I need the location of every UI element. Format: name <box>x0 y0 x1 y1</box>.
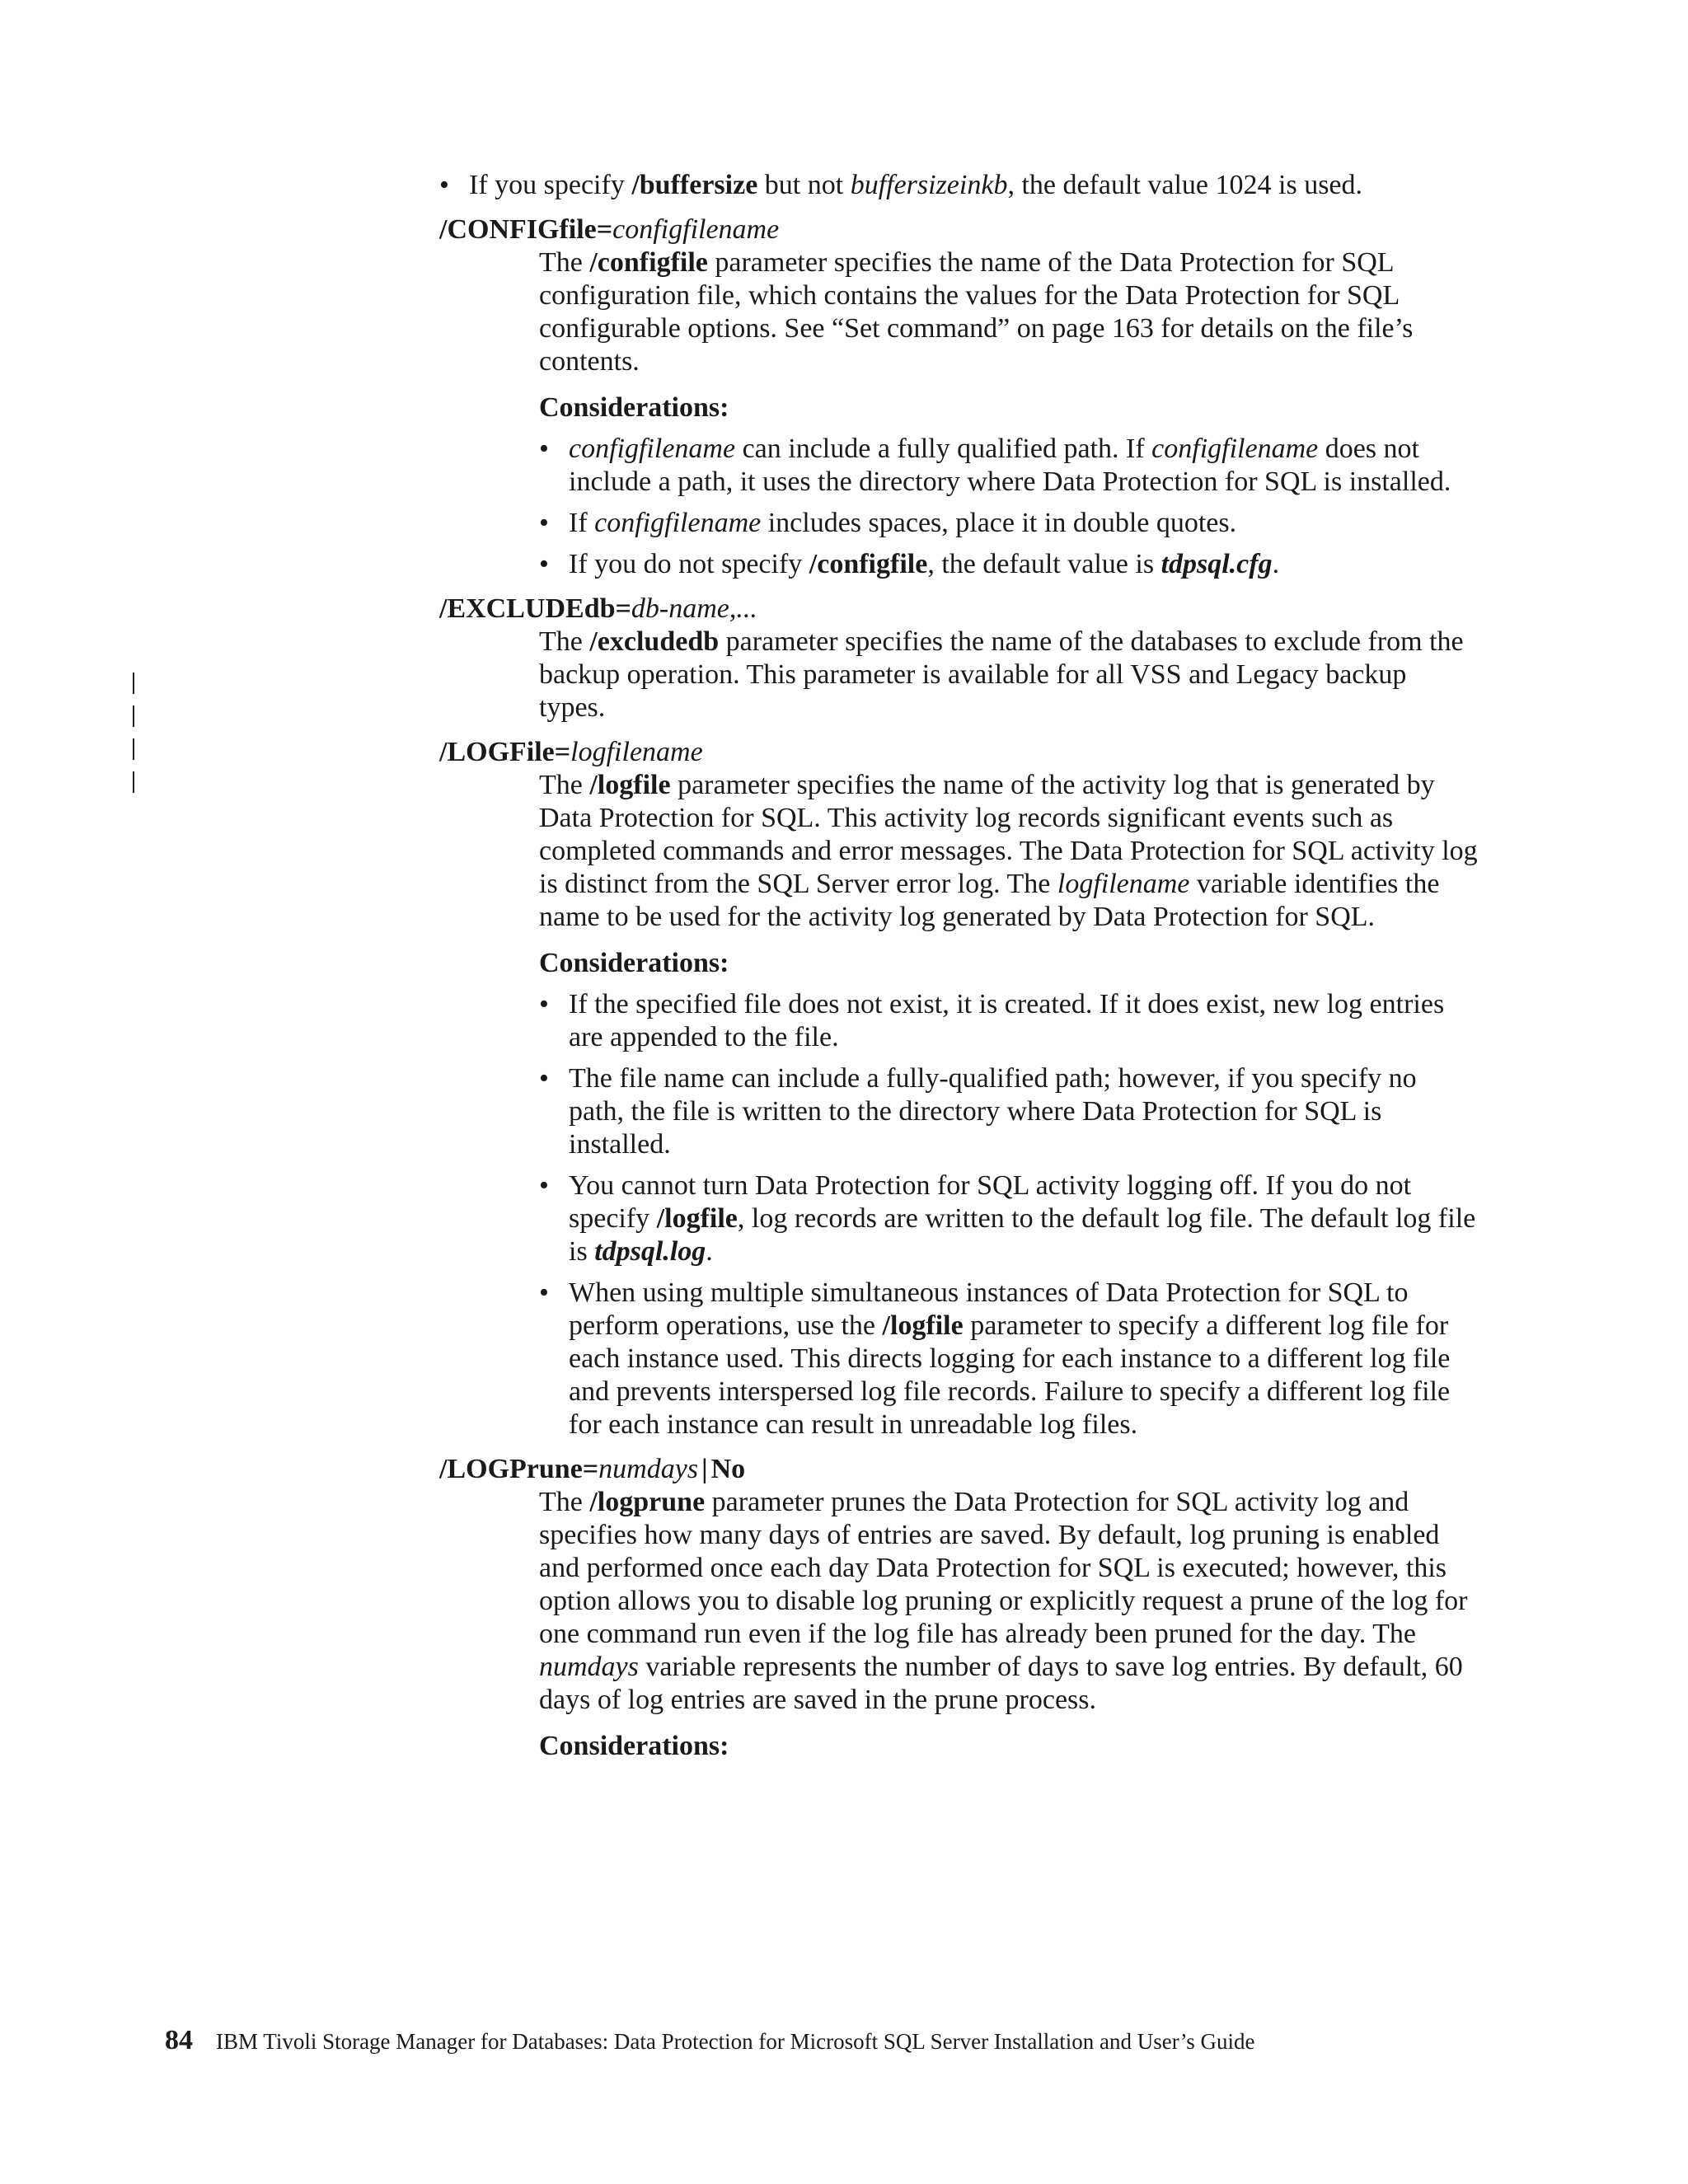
configfile-entry <box>439 213 1478 581</box>
list-item: • The file name can include a fully-qualified path; however, if you specify no path, the file is written to the directory where Data Protection for SQL is installed. <box>539 1062 1478 1161</box>
considerations-heading: Considerations: <box>539 1731 729 1761</box>
logprune-entry <box>439 1453 1478 1763</box>
parameter-description: The /logfile parameter specifies the name of the activity log that is generated by Data Protection for SQL. This activity log records significant events such as completed commands and error messages. The Data Protection for SQL activity log is distinct from the SQL Server error log. The logfilename variable identifies the name to be used for the activity log generated by Data Protection for SQL. <box>539 770 1478 932</box>
list-item: • You cannot turn Data Protection for SQL activity logging off. If you do not specify /logfile, log records are written to the default log file. The default log file is tdpsql.log. <box>539 1169 1478 1268</box>
considerations-heading: Considerations: <box>539 392 729 423</box>
parameter-description: The /configfile parameter specifies the name of the Data Protection for SQL configuration file, which contains the values for the Data Protection for SQL configurable options. See “Set command” on page 163 for details on the file’s contents. <box>539 247 1414 377</box>
list-item: • If configfilename includes spaces, place it in double quotes. <box>539 507 1478 540</box>
list-item: • When using multiple simultaneous instances of Data Protection for SQL to perform operations, use the /logfile parameter to specify a different log file for each instance used. This directs logging for each instance to a different log file and prevents interspersed log file records. Failure to specify a different log file for each instance can result in unreadable log files. <box>539 1277 1478 1441</box>
change-bar <box>133 771 134 793</box>
considerations-list <box>539 988 1478 1441</box>
considerations-list <box>539 433 1478 581</box>
excludedb-entry <box>439 593 1478 724</box>
change-bar <box>133 673 134 694</box>
page-number: 84 <box>165 2025 193 2055</box>
change-bar <box>133 738 134 760</box>
buffersize-considerations <box>439 169 1478 202</box>
main-content <box>439 169 1478 1763</box>
parameter-term: /LOGPrune=numdays | No <box>439 1454 746 1484</box>
list-item: • configfilename can include a fully qualified path. If configfilename does not include a path, it uses the directory where Data Protection for SQL is installed. <box>539 433 1478 499</box>
change-bar <box>133 705 134 727</box>
parameter-term: /EXCLUDEdb=db-name,... <box>439 593 757 624</box>
parameter-description: The /excludedb parameter specifies the name of the databases to exclude from the backup operation. This parameter is available for all VSS and Legacy backup types. <box>539 626 1464 723</box>
considerations-heading: Considerations: <box>539 948 729 978</box>
parameter-description: The /logprune parameter prunes the Data Protection for SQL activity log and specifies how many days of entries are saved. By default, log pruning is enabled and performed once each day Data Protection for SQL is executed; however, this option allows you to disable log pruning or explicitly request a prune of the log for one command run even if the log file has already been pruned for the day. The numdays variable represents the number of days to save log entries. By default, 60 days of log entries are saved in the prune process. <box>539 1487 1468 1715</box>
parameter-definition <box>539 626 1478 724</box>
page-footer <box>165 2027 1255 2055</box>
parameter-term: /CONFIGfile=configfilename <box>439 214 780 245</box>
list-item: • If the specified file does not exist, it is created. If it does exist, new log entries are appended to the file. <box>539 988 1478 1054</box>
list-item: • If you specify /buffersize but not buffersizeinkb, the default value 1024 is used. <box>439 169 1478 202</box>
list-item: • If you do not specify /configfile, the default value is tdpsql.cfg. <box>539 548 1478 581</box>
parameter-definition <box>539 1486 1478 1763</box>
parameter-term: /LOGFile=logfilename <box>439 737 703 767</box>
parameter-definition <box>539 769 1478 1441</box>
logfile-entry <box>439 736 1478 1441</box>
parameter-definition <box>539 246 1478 581</box>
footer-title: IBM Tivoli Storage Manager for Databases: Data Protection for Microsoft SQL Server Installation and User’s Guide <box>216 2029 1255 2054</box>
